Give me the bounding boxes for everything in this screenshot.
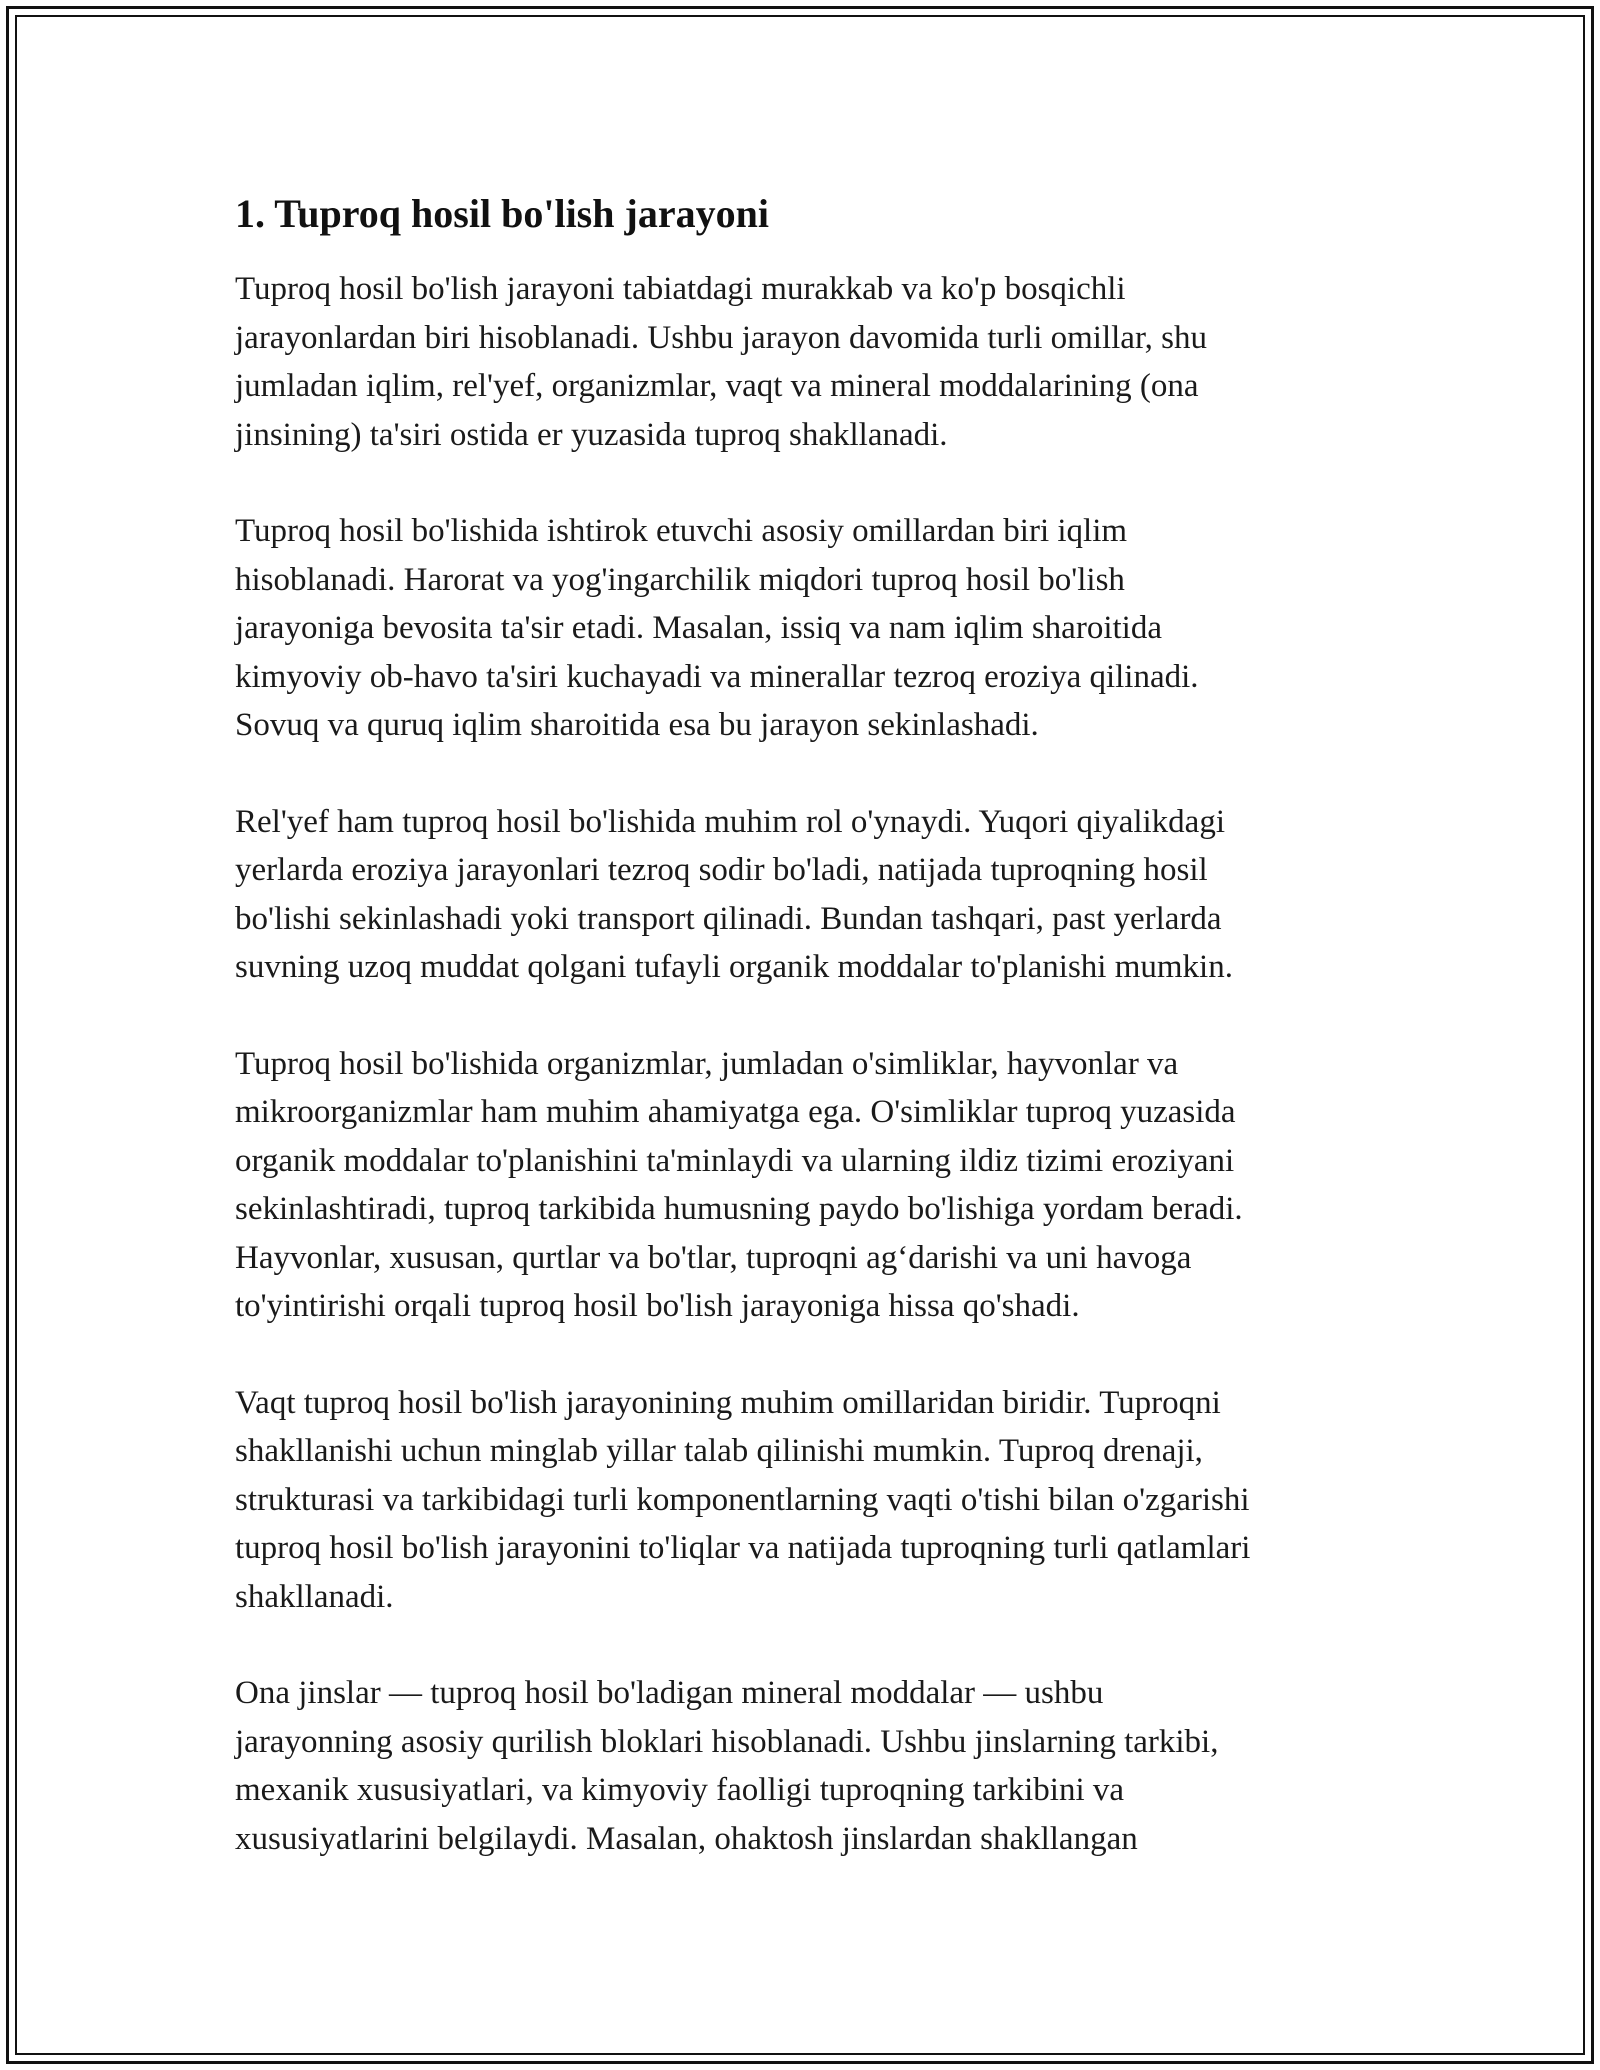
document-body — [235, 187, 1395, 1911]
section-title: 1. Tuproq hosil bo'lish jarayoni — [235, 191, 769, 236]
paragraph-time: Vaqt tuproq hosil bo'lish jarayonining muhim omillaridan biridir. Tuproqni shakllanishi uchun minglab yillar talab qilinishi mumkin. Tuproq drenaji, strukturasi va tarkibidagi turli komponentlarning vaqti o'tishi bilan o'zgarishi tuproq hosil bo'lish jarayonini to'liqlar va natijada tuproqning turli qatlamlari shakllanadi. — [235, 1384, 1251, 1615]
paragraph-relief: Rel'yef ham tuproq hosil bo'lishida muhim rol o'ynaydi. Yuqori qiyalikdagi yerlarda eroziya jarayonlari tezroq sodir bo'ladi, natijada tuproqning hosil bo'lishi sekinlashadi yoki transport qilinadi. Bundan tashqari, past yerlarda suvning uzoq muddat qolgani tufayli organik moddalar to'planishi mumkin. — [235, 803, 1233, 985]
paragraph-organisms: Tuproq hosil bo'lishida organizmlar, jumladan o'simliklar, hayvonlar va mikroorganizmlar ham muhim ahamiyatga ega. O'simliklar tuproq yuzasida organik moddalar to'planishini ta'minlaydi va ularning ildiz tizimi eroziyani sekinlashtiradi, tuproq tarkibida humusning paydo bo'lishiga yordam beradi. Hayvonlar, xususan, qurtlar va bo'tlar, tuproqni ag‘darishi va uni havoga to'yintirishi orqali tuproq hosil bo'lish jarayoniga hissa qo'shadi. — [235, 1045, 1243, 1324]
paragraph-climate: Tuproq hosil bo'lishida ishtirok etuvchi asosiy omillardan biri iqlim hisoblanadi. Harorat va yog'ingarchilik miqdori tuproq hosil bo'lish jarayoniga bevosita ta'sir etadi. Masalan, issiq va nam iqlim sharoitida kimyoviy ob-havo ta'siri kuchayadi va minerallar tezroq eroziya qilinadi. Sovuq va quruq iqlim sharoitida esa bu jarayon sekinlashadi. — [235, 513, 1199, 743]
paragraph-intro: Tuproq hosil bo'lish jarayoni tabiatdagi murakkab va ko'p bosqichli jarayonlardan biri hisoblanadi. Ushbu jarayon davomida turli omillar, shu jumladan iqlim, rel'yef, organizmlar, vaqt va mineral moddalarining (ona jinsining) ta'siri ostida er yuzasida tuproq shakllanadi. — [235, 271, 1207, 453]
paragraph-parent-rocks: Ona jinslar — tuproq hosil bo'ladigan mineral moddalar — ushbu jarayonning asosiy qurilish bloklari hisoblanadi. Ushbu jinslarning tarkibi, mexanik xususiyatlari, va kimyoviy faolligi tuproqning tarkibini va xususiyatlarini belgilaydi. Masalan, ohaktosh jinslardan shakllangan — [235, 1675, 1219, 1857]
